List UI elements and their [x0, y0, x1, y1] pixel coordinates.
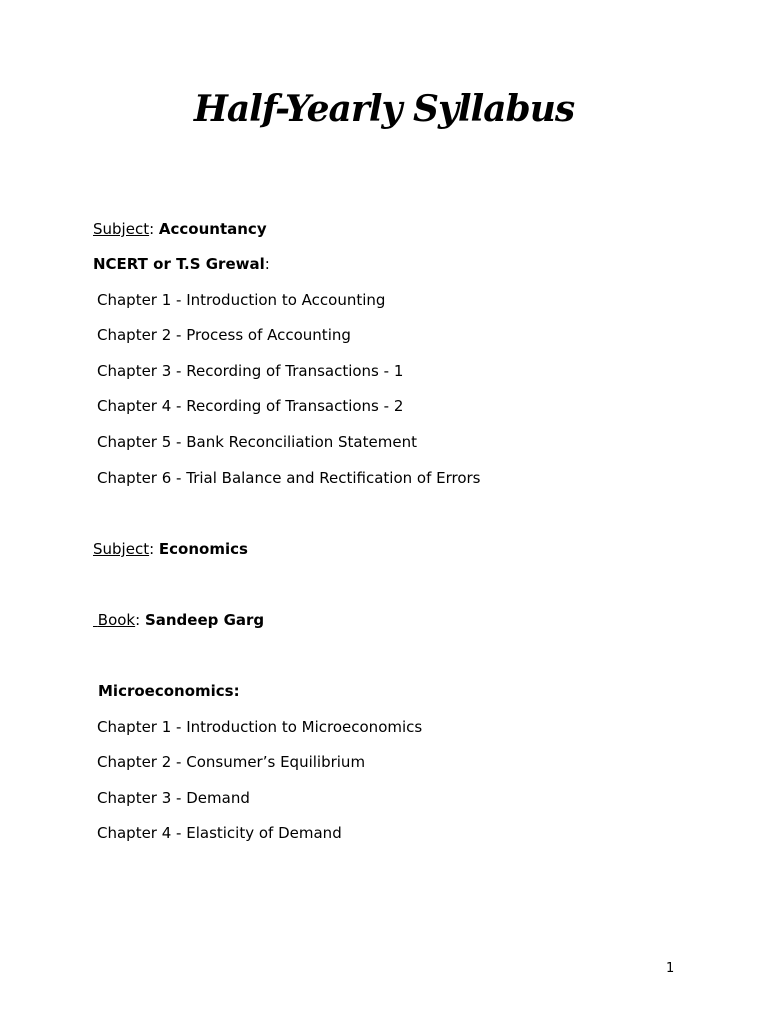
chapter-item: Chapter 1 - Introduction to Microeconomics — [97, 718, 423, 736]
chapter-item: Chapter 3 - Recording of Transactions - 1 — [97, 362, 404, 380]
subject-value: Economics — [158, 540, 248, 558]
chapter-item: Chapter 5 - Bank Reconciliation Statement — [97, 433, 417, 451]
subject-label: Subject — [93, 220, 150, 238]
chapter-item: Chapter 4 - Elasticity of Demand — [97, 824, 342, 842]
book-label: Book — [97, 611, 136, 629]
page-title: Half-Yearly Syllabus — [193, 88, 575, 130]
chapter-item: Chapter 4 - Recording of Transactions - 2 — [97, 397, 404, 415]
page-number: 1 — [666, 961, 675, 976]
book-value: Sandeep Garg — [144, 611, 265, 629]
subject-label: Subject — [93, 540, 150, 558]
chapter-item: Chapter 1 - Introduction to Accounting — [97, 291, 386, 309]
chapter-item: Chapter 3 - Demand — [97, 789, 250, 807]
subject-value: Accountancy — [158, 220, 267, 238]
chapter-item: Chapter 2 - Process of Accounting — [97, 326, 351, 344]
section-heading: Microeconomics: — [98, 682, 240, 700]
accountancy-subject-line: Subject: Accountancy — [93, 220, 267, 238]
economics-book-line: Book: Sandeep Garg — [97, 611, 265, 629]
economics-subject-line: Subject: Economics — [93, 540, 248, 558]
book-label: NCERT or T.S Grewal — [93, 255, 265, 273]
accountancy-book-line: NCERT or T.S Grewal: — [93, 255, 270, 273]
chapter-item: Chapter 6 - Trial Balance and Rectification of Errors — [97, 469, 481, 487]
chapter-item: Chapter 2 - Consumer’s Equilibrium — [97, 753, 366, 771]
